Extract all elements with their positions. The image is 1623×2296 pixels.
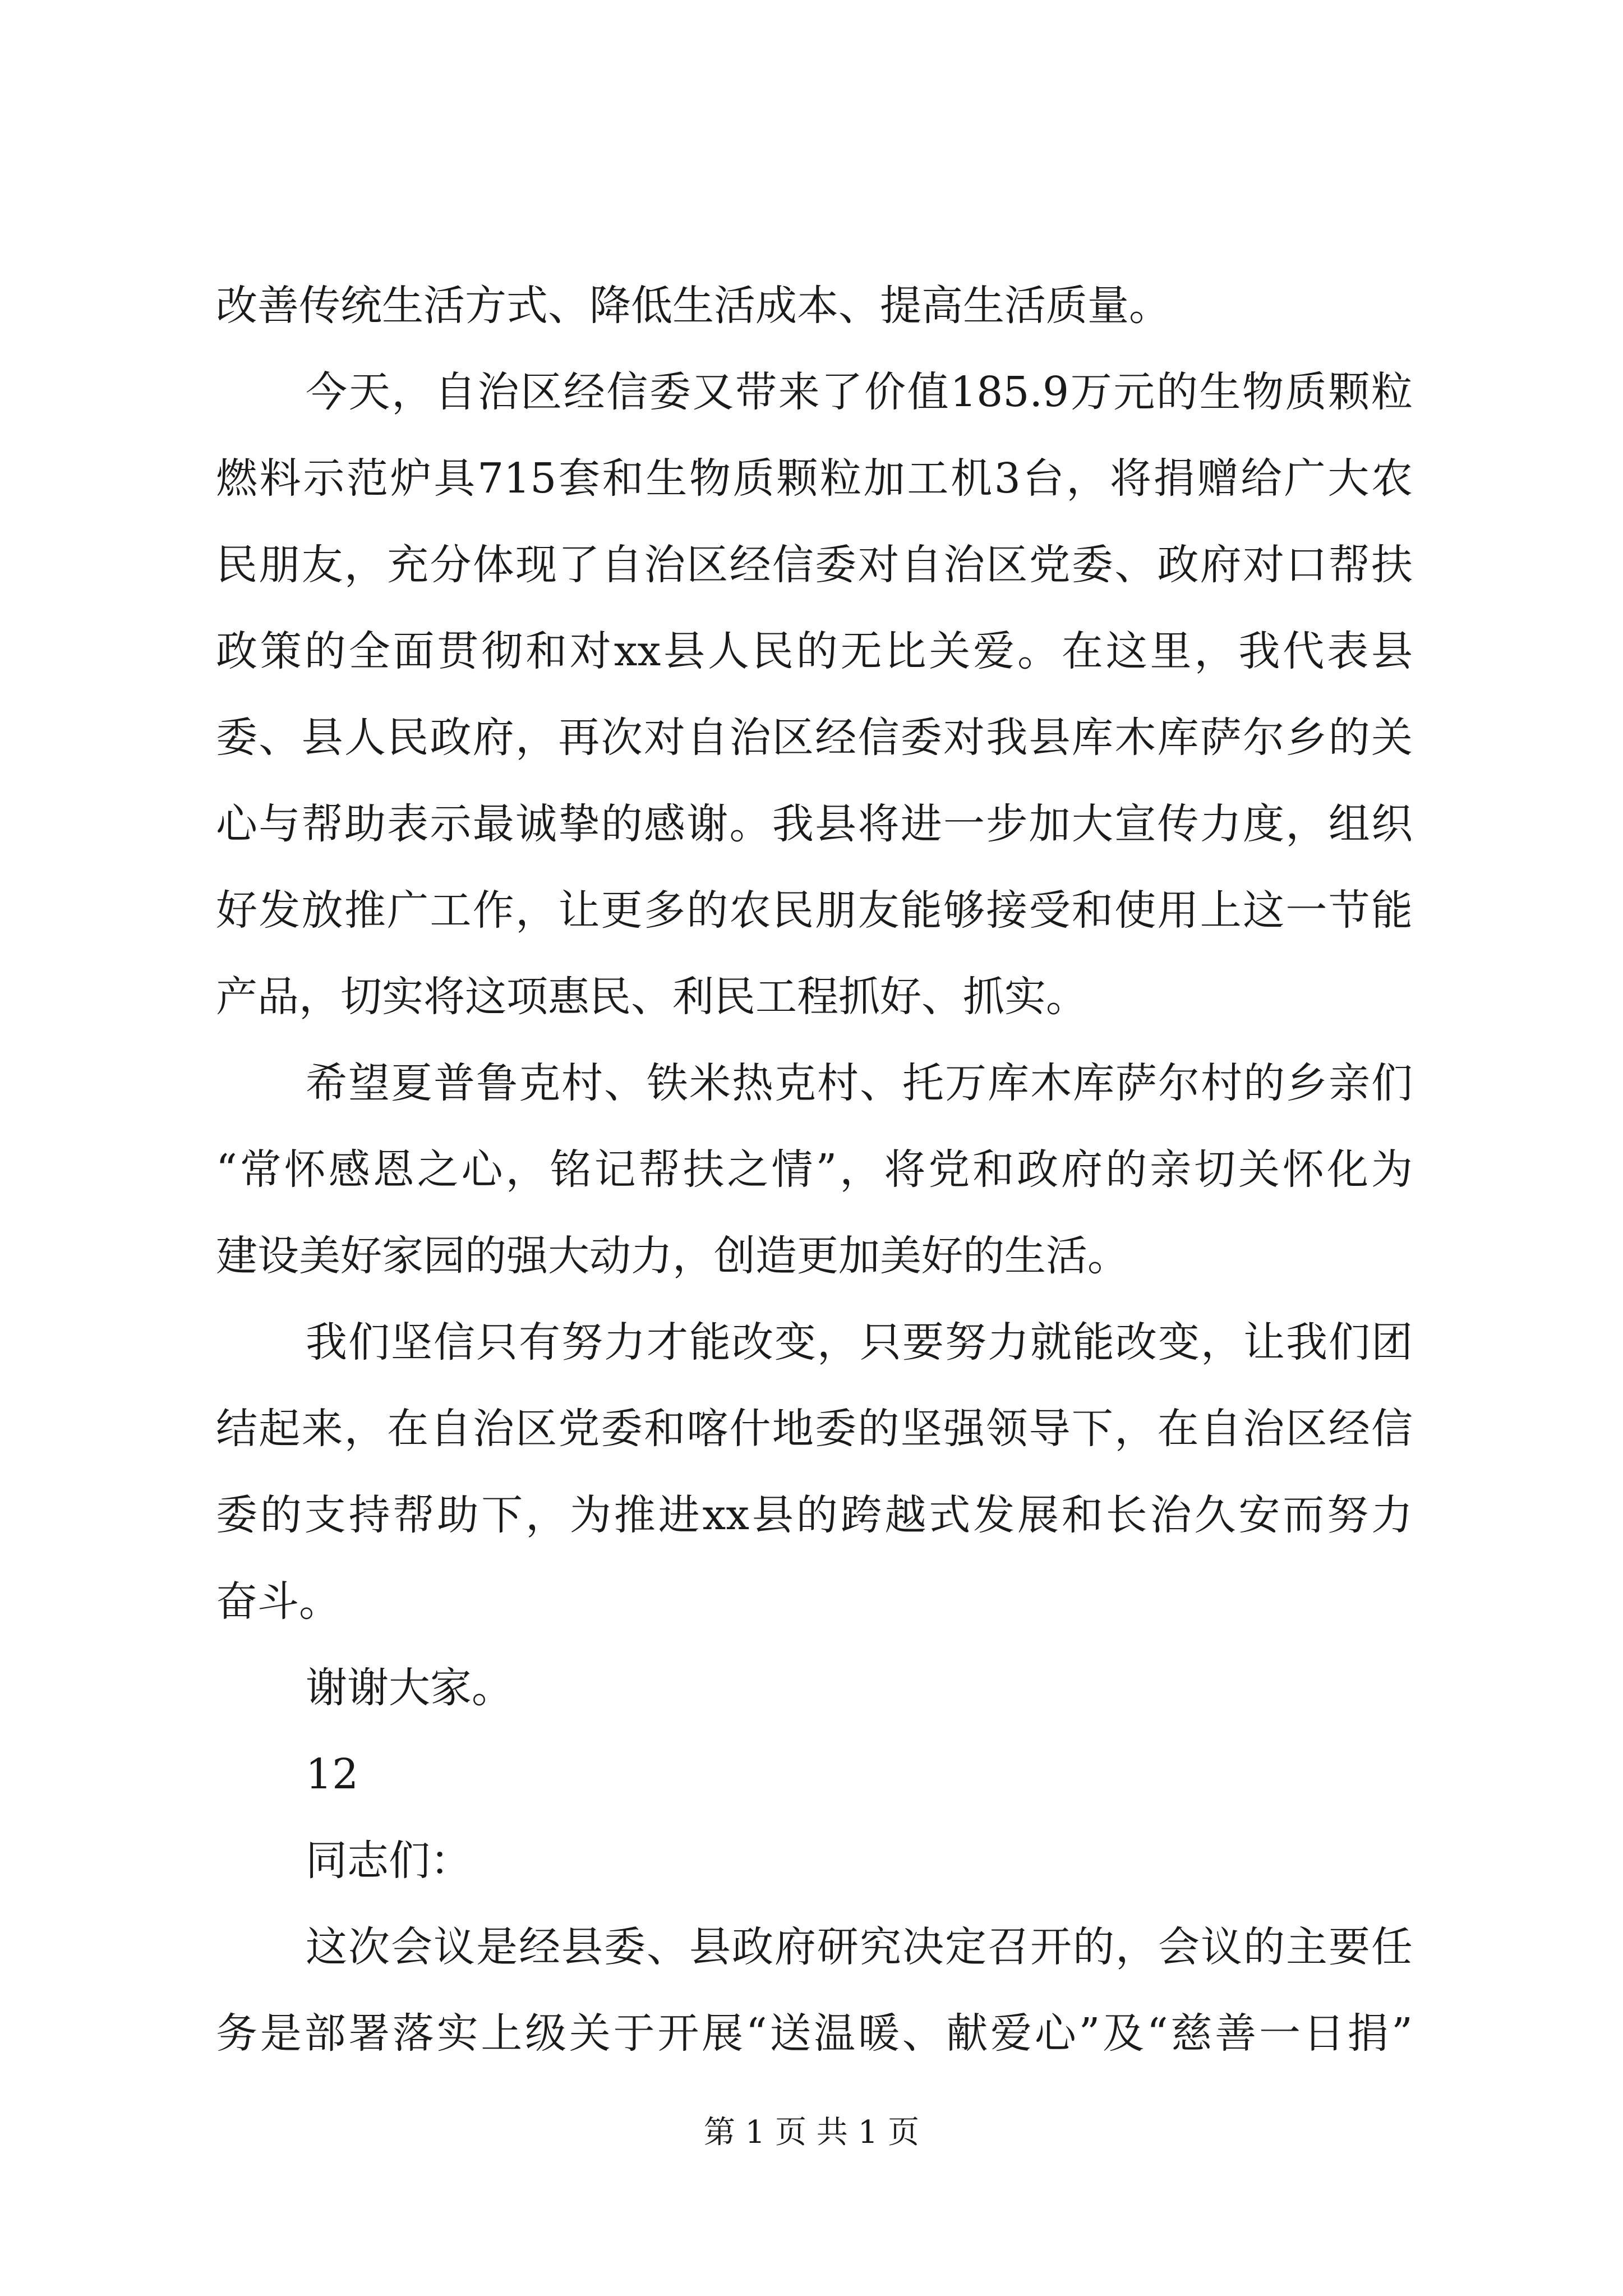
text-line: 今天，自治区经信委又带来了价值185.9万元的生物质颗粒 (306, 368, 1413, 416)
text-line: 12 (306, 1750, 359, 1798)
text-line: “常怀感恩之心，铭记帮扶之情”，将党和政府的亲切关怀化为 (216, 1145, 1413, 1194)
text-line: 谢谢大家。 (306, 1664, 513, 1712)
text-line: 委、县人民政府，再次对自治区经信委对我县库木库萨尔乡的关 (216, 714, 1413, 762)
text-line: 产品，切实将这项惠民、利民工程抓好、抓实。 (216, 973, 1087, 1021)
page-number-footer: 第 1 页 共 1 页 (703, 2114, 920, 2151)
text-line: 我们坚信只有努力才能改变，只要努力就能改变，让我们团 (306, 1318, 1413, 1366)
text-line: 希望夏普鲁克村、铁米热克村、托万库木库萨尔村的乡亲们 (306, 1059, 1413, 1107)
text-line: 建设美好家园的强大动力，创造更加美好的生活。 (216, 1232, 1129, 1280)
text-line: 结起来，在自治区党委和喀什地委的坚强领导下，在自治区经信 (216, 1405, 1413, 1453)
text-line: 委的支持帮助下，为推进xx县的跨越式发展和长治久安而努力 (216, 1491, 1413, 1539)
text-line: 民朋友，充分体现了自治区经信委对自治区党委、政府对口帮扶 (216, 541, 1413, 589)
document-body (216, 263, 1413, 2077)
text-line: 同志们： (306, 1837, 472, 1885)
text-line: 心与帮助表示最诚挚的感谢。我县将进一步加大宣传力度，组织 (216, 800, 1413, 848)
text-line: 政策的全面贯彻和对xx县人民的无比关爱。在这里，我代表县 (216, 627, 1413, 675)
text-line: 燃料示范炉具715套和生物质颗粒加工机3台，将捐赠给广大农 (216, 454, 1413, 503)
text-line: 这次会议是经县委、县政府研究决定召开的，会议的主要任 (306, 1923, 1413, 1971)
text-line: 务是部署落实上级关于开展“送温暖、献爱心”及“慈善一日捐” (216, 2009, 1413, 2058)
text-line: 改善传统生活方式、降低生活成本、提高生活质量。 (216, 282, 1170, 330)
text-line: 好发放推广工作，让更多的农民朋友能够接受和使用上这一节能 (216, 886, 1413, 935)
text-line: 奋斗。 (216, 1577, 340, 1626)
